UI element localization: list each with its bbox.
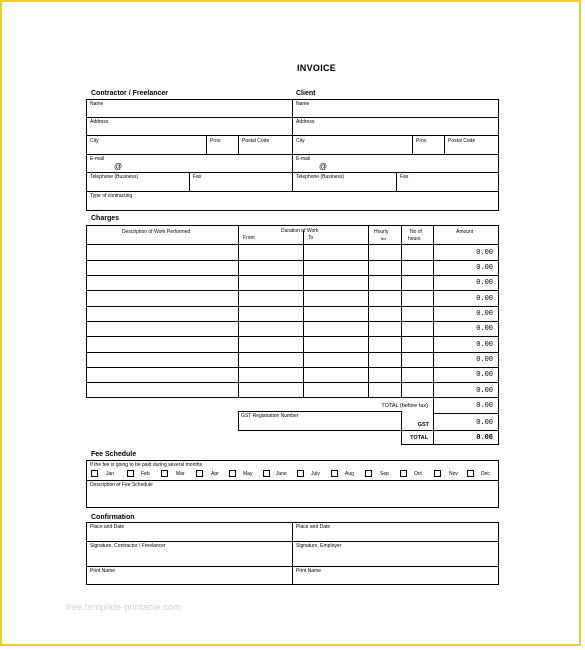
charges-heading: Charges: [91, 215, 120, 222]
contractor-name-field[interactable]: Name: [90, 101, 104, 107]
amount-row-3[interactable]: 0.00: [476, 279, 493, 287]
client-postal-field[interactable]: Postal Code: [448, 138, 476, 144]
contractor-at-sign: @: [114, 162, 123, 171]
col-line: [292, 522, 293, 585]
row-line: [86, 367, 499, 368]
checkbox-sep[interactable]: [365, 470, 372, 477]
amount-row-4[interactable]: 0.00: [476, 295, 493, 303]
fee-description-field[interactable]: Description of Fee Schedule: [90, 482, 153, 488]
contracting-type-field[interactable]: Type of contracting: [90, 193, 133, 199]
month-apr: Apr: [211, 471, 219, 477]
parties-divider: [292, 99, 293, 192]
col-to: To: [308, 235, 314, 241]
client-phone-field[interactable]: Telephone (Business): [296, 174, 345, 180]
col-description: Description of Work Performed: [122, 229, 191, 235]
print-name-right[interactable]: Print Name: [296, 568, 322, 574]
col-fee: fee: [381, 236, 387, 241]
row-line: [86, 172, 499, 173]
gst-label: GST: [417, 422, 429, 428]
contractor-city-field[interactable]: City: [90, 138, 99, 144]
total-before-tax-label: TOTAL (before tax): [381, 403, 428, 409]
col-line: [401, 225, 402, 398]
amount-row-6[interactable]: 0.00: [476, 325, 493, 333]
cell-line: [206, 135, 207, 154]
checkbox-mar[interactable]: [161, 470, 168, 477]
checkbox-aug[interactable]: [331, 470, 338, 477]
checkbox-may[interactable]: [229, 470, 236, 477]
col-line: [303, 230, 304, 398]
contractor-phone-field[interactable]: Telephone (Business): [90, 174, 139, 180]
place-date-right[interactable]: Place and Date: [296, 524, 331, 530]
client-email-field[interactable]: E-mail: [296, 156, 311, 162]
month-nov: Nov: [449, 471, 458, 477]
amount-row-2[interactable]: 0.00: [476, 264, 493, 272]
gst-value[interactable]: 0.00: [476, 419, 493, 427]
checkbox-apr[interactable]: [196, 470, 203, 477]
fee-schedule-heading: Fee Schedule: [91, 451, 137, 458]
client-name-field[interactable]: Name: [296, 101, 310, 107]
checkbox-june[interactable]: [263, 470, 270, 477]
month-mar: Mar: [176, 471, 185, 477]
contractor-email-field[interactable]: E-mail: [90, 156, 105, 162]
checkbox-nov[interactable]: [434, 470, 441, 477]
row-line: [86, 260, 499, 261]
total-before-tax-value[interactable]: 0.00: [476, 402, 493, 410]
row-line: [86, 566, 499, 567]
gst-registration-label[interactable]: GST Registration Number: [241, 413, 299, 419]
col-duration: Duration of Work: [281, 228, 319, 234]
row-line: [86, 541, 499, 542]
cell-line: [412, 135, 413, 154]
contractor-prov-field[interactable]: Prov.: [210, 138, 222, 144]
contractor-postal-field[interactable]: Postal Code: [242, 138, 270, 144]
col-amount: Amount: [456, 229, 474, 235]
signature-employer[interactable]: Signature, Employer: [296, 543, 342, 549]
total-value[interactable]: 0.00: [476, 434, 493, 442]
row-line: [86, 244, 499, 245]
place-date-left[interactable]: Place and Date: [90, 524, 125, 530]
watermark: free.template-printable.com: [66, 602, 181, 612]
month-sep: Sep: [380, 471, 389, 477]
print-name-left[interactable]: Print Name: [90, 568, 116, 574]
row-line: [86, 290, 499, 291]
amount-row-10[interactable]: 0.00: [476, 387, 493, 395]
amount-row-9[interactable]: 0.00: [476, 371, 493, 379]
client-at-sign: @: [319, 162, 328, 171]
row-line: [86, 382, 499, 383]
col-line: [368, 225, 369, 398]
amount-row-1[interactable]: 0.00: [476, 249, 493, 257]
month-july: July: [311, 471, 320, 477]
col-hours: hours: [408, 236, 421, 242]
col-line: [238, 225, 239, 398]
confirmation-heading: Confirmation: [91, 514, 135, 521]
amount-row-8[interactable]: 0.00: [476, 356, 493, 364]
cell-line: [444, 135, 445, 154]
signature-contractor[interactable]: Signature, Contractor / Freelancer: [90, 543, 166, 549]
total-label: TOTAL: [410, 435, 428, 441]
month-oct: Oct: [414, 471, 422, 477]
checkbox-feb[interactable]: [127, 470, 134, 477]
row-line: [86, 191, 499, 192]
month-may: May: [243, 471, 253, 477]
col-no-of: No of: [410, 229, 422, 235]
fee-schedule-intro: If the fee is going to be paid during several months: [90, 462, 203, 468]
row-line: [86, 117, 499, 118]
checkbox-jan[interactable]: [91, 470, 98, 477]
month-aug: Aug: [345, 471, 354, 477]
row-line: [86, 336, 499, 337]
checkbox-oct[interactable]: [400, 470, 407, 477]
cell-line: [238, 135, 239, 154]
row-line: [86, 154, 499, 155]
contractor-fax-field[interactable]: Fax: [193, 174, 202, 180]
contractor-address-field[interactable]: Address: [90, 119, 109, 125]
client-prov-field[interactable]: Prov.: [416, 138, 428, 144]
checkbox-dec[interactable]: [467, 470, 474, 477]
invoice-title: INVOICE: [297, 63, 337, 73]
month-jan: Jan: [106, 471, 115, 477]
col-hourly: Hourly: [374, 229, 389, 235]
checkbox-july[interactable]: [297, 470, 304, 477]
row-line: [86, 321, 499, 322]
row-line: [86, 135, 499, 136]
row-line: [86, 306, 499, 307]
col-from: From: [243, 235, 255, 241]
contractor-heading: Contractor / Freelancer: [91, 90, 169, 97]
month-june: June: [276, 471, 287, 477]
client-fax-field[interactable]: Fax: [400, 174, 409, 180]
month-feb: Feb: [141, 471, 150, 477]
row-line: [86, 275, 499, 276]
client-city-field[interactable]: City: [296, 138, 305, 144]
cell-line: [189, 172, 190, 191]
cell-line: [396, 172, 397, 191]
row-line: [86, 352, 499, 353]
amount-row-5[interactable]: 0.00: [476, 310, 493, 318]
client-heading: Client: [296, 90, 316, 97]
month-dec: Dec: [481, 471, 490, 477]
client-address-field[interactable]: Address: [296, 119, 315, 125]
amount-row-7[interactable]: 0.00: [476, 341, 493, 349]
